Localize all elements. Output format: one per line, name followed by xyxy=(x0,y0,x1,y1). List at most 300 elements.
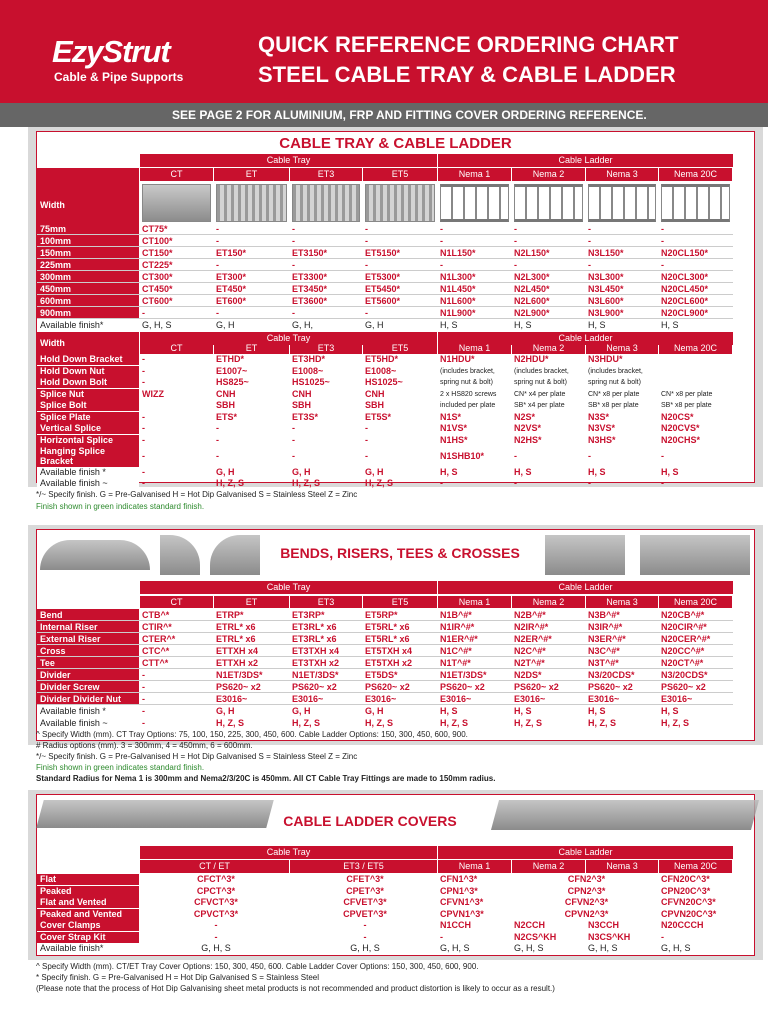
table-cell: N2CCH xyxy=(514,920,546,930)
table-cell: - xyxy=(588,236,591,246)
table-cell: ET5HD* xyxy=(365,354,399,364)
table-cell: - xyxy=(588,224,591,234)
finish-cell: - xyxy=(661,478,664,488)
radius-note: # Radius options (mm). 3 = 300mm, 4 = 450mm, 6 = 600mm. xyxy=(36,741,253,750)
table-cell: CTER^* xyxy=(142,634,176,644)
brand-tagline: Cable & Pipe Supports xyxy=(54,70,184,84)
column-header: Nema 2 xyxy=(512,343,585,354)
table-cell: N20CER^#* xyxy=(661,634,711,644)
row-label: Available finish * xyxy=(37,467,139,478)
table-cell: PS620~ x2 xyxy=(365,682,410,692)
table-cell: SB* x8 per plate xyxy=(661,402,712,409)
column-header: ET xyxy=(214,343,289,354)
product-image xyxy=(661,184,730,222)
finish-cell: G, H xyxy=(216,467,235,477)
table-cell: N1L150* xyxy=(440,248,476,258)
table-cell: N20CIR^#* xyxy=(661,622,707,632)
table-cell: ET5RL* x6 xyxy=(365,634,410,644)
table-cell xyxy=(659,377,733,388)
table-cell: N3ER^#* xyxy=(588,634,626,644)
table-cell: CPVET^3* xyxy=(343,908,387,919)
table-cell: - xyxy=(661,451,664,461)
table-cell: SB* x4 per plate xyxy=(514,402,565,409)
row-label: 450mm xyxy=(37,283,139,295)
table-cell: PS620~ x2 xyxy=(514,682,559,692)
width-label: Width xyxy=(37,332,139,354)
column-header: ET3 xyxy=(290,168,362,181)
table-cell: CFN20C^3* xyxy=(661,874,710,884)
product-image xyxy=(292,184,360,222)
cable-tray-header: Cable Tray xyxy=(140,332,437,345)
table-cell: G, H, S xyxy=(201,943,231,953)
section-title: CABLE LADDER COVERS xyxy=(283,813,457,829)
table-cell: - xyxy=(661,260,664,270)
finish-cell: H, Z, S xyxy=(216,478,245,488)
table-cell: ET150* xyxy=(216,248,247,258)
finish-cell: H, Z, S xyxy=(588,718,617,728)
finish-cell: - xyxy=(142,706,145,716)
table-cell: - xyxy=(142,308,145,318)
table-cell: N3L300* xyxy=(588,272,624,282)
row-label: Divider Screw xyxy=(37,681,139,693)
finish-cell: G, H xyxy=(365,467,384,477)
table-cell: N3L600* xyxy=(588,296,624,306)
table-cell: N1ET/3DS* xyxy=(440,670,487,680)
table-cell: N3IR^#* xyxy=(588,622,623,632)
page-title: QUICK REFERENCE ORDERING CHART xyxy=(258,32,679,57)
table-cell: N1ER^#* xyxy=(440,634,478,644)
table-cell: ET3450* xyxy=(292,284,328,294)
row-label: Cross xyxy=(37,645,139,657)
table-cell: - xyxy=(292,434,295,445)
table-cell: - xyxy=(142,670,145,680)
table-cell: CT225* xyxy=(142,260,173,270)
cable-ladder-header: Cable Ladder xyxy=(438,332,733,345)
table-cell: SBH xyxy=(292,400,312,410)
table-cell: SB* x8 per plate xyxy=(588,402,639,409)
column-header: ET5 xyxy=(363,596,437,608)
table-cell: - xyxy=(292,260,295,270)
table-cell: ET3TXH x4 xyxy=(292,646,340,656)
table-cell: WIZZ xyxy=(142,388,164,399)
table-cell: ET3300* xyxy=(292,272,328,282)
row-label: Peaked and Vented xyxy=(37,909,139,920)
table-cell: ET3RL* x6 xyxy=(292,634,337,644)
table-cell: - xyxy=(365,260,368,270)
column-header: CT xyxy=(140,168,213,181)
table-cell: - xyxy=(216,308,219,318)
cross-image xyxy=(640,535,750,575)
table-cell: CFET^3* xyxy=(346,874,384,884)
table-cell: HS825~ xyxy=(216,377,249,387)
table-cell: CT100* xyxy=(142,236,173,246)
table-cell: N20CC^#* xyxy=(661,646,705,656)
table-cell: N20CHS* xyxy=(661,434,701,445)
table-cell: N3B^#* xyxy=(588,610,620,620)
finish-cell: H, S xyxy=(440,320,458,330)
row-label: Peaked xyxy=(37,886,139,897)
table-cell: PS620~ x2 xyxy=(292,682,337,692)
width-note: ^ Specify Width (mm). CT/ET Tray Cover Options: 150, 300, 450, 600. Cable Ladder Cover Options: 150, 300, 450, 600, 900. xyxy=(36,962,479,971)
finish-cell: H, S xyxy=(514,706,532,716)
column-header: ET3 xyxy=(290,596,362,608)
page-subtitle: STEEL CABLE TRAY & CABLE LADDER xyxy=(258,62,676,87)
table-cell: N1HS* xyxy=(440,434,468,445)
row-label: Internal Riser xyxy=(37,621,139,633)
column-header: ET3 xyxy=(290,343,362,354)
table-cell: N2L450* xyxy=(514,284,550,294)
row-label: 75mm xyxy=(37,223,139,235)
finish-cell: H, Z, S xyxy=(365,718,394,728)
product-image xyxy=(588,184,656,222)
table-cell: (includes bracket, xyxy=(514,367,569,375)
table-cell: spring nut & bolt) xyxy=(514,379,567,386)
row-label: 100mm xyxy=(37,235,139,247)
table-cell: - xyxy=(365,423,368,433)
table-cell: SBH xyxy=(216,400,236,410)
column-header: Nema 2 xyxy=(512,860,585,873)
product-image xyxy=(142,184,211,222)
table-cell: CFVN2^3* xyxy=(564,897,609,907)
table-cell: G, H, S xyxy=(588,943,618,953)
table-cell: - xyxy=(661,236,664,246)
table-cell: N1HDU* xyxy=(440,354,475,364)
table-cell: N2T^#* xyxy=(514,658,545,668)
table-cell: ETHD* xyxy=(216,354,245,364)
table-cell: N3T^#* xyxy=(588,658,619,668)
table-cell: ET5DS* xyxy=(365,670,398,680)
table-cell: - xyxy=(142,434,145,445)
product-image xyxy=(365,184,435,222)
table-cell: N2HDU* xyxy=(514,354,549,364)
row-label: Hold Down Nut xyxy=(37,366,139,377)
table-cell: ETRP* xyxy=(216,610,244,620)
table-cell: G, H, S xyxy=(350,943,380,953)
product-image xyxy=(514,184,583,222)
table-cell: - xyxy=(292,308,295,318)
table-cell: N1L600* xyxy=(440,296,476,306)
column-header: ET5 xyxy=(363,168,437,181)
table-cell: G, H, S xyxy=(661,943,691,953)
table-cell: - xyxy=(142,682,145,692)
bend-image xyxy=(40,540,150,570)
table-cell: - xyxy=(142,354,145,364)
table-cell: PS620~ x2 xyxy=(216,682,261,692)
table-cell: - xyxy=(514,260,517,270)
column-header: Nema 2 xyxy=(512,596,585,608)
table-cell: N2VS* xyxy=(514,423,542,433)
table-cell: - xyxy=(365,224,368,234)
table-cell: - xyxy=(142,451,145,461)
column-header: ET xyxy=(214,596,289,608)
row-label: Hold Down Bracket xyxy=(37,354,139,365)
table-cell: - xyxy=(216,434,219,445)
table-cell: N1ET/3DS* xyxy=(292,670,339,680)
finish-cell: H, S xyxy=(514,467,532,477)
table-cell: N20CCCH xyxy=(661,920,704,930)
table-cell: CFN2^3* xyxy=(567,874,606,884)
table-cell: CTIR^* xyxy=(142,622,172,632)
column-header: Nema 3 xyxy=(586,860,658,873)
finish-cell: G, H xyxy=(292,467,311,477)
table-cell: E1008~ xyxy=(292,365,324,376)
table-cell: ET3150* xyxy=(292,248,328,258)
table-cell: ET3TXH x2 xyxy=(292,658,340,668)
table-cell: N20CB^#* xyxy=(661,610,705,620)
row-label: Bend xyxy=(37,609,139,621)
table-cell: N3VS* xyxy=(588,423,616,433)
finish-cell: - xyxy=(142,718,145,728)
row-label: 900mm xyxy=(37,307,139,319)
table-cell: CFVN20C^3* xyxy=(661,897,716,907)
finish-cell: - xyxy=(142,478,145,488)
finish-cell: H, S xyxy=(588,320,606,330)
table-cell: CT75* xyxy=(142,224,168,234)
table-cell: HS1025~ xyxy=(365,377,403,387)
row-label: Available finish ~ xyxy=(37,717,139,729)
finish-cell: H, Z, S xyxy=(365,478,394,488)
table-cell: CFVN1^3* xyxy=(440,897,484,907)
row-label: Horizontal Splice xyxy=(37,435,139,446)
table-cell: - xyxy=(214,920,218,930)
finish-cell: H, S xyxy=(440,467,458,477)
table-cell: E3016~ xyxy=(292,694,324,704)
green-note: Finish shown in green indicates standard finish. xyxy=(36,763,205,772)
table-cell: ET5RL* x6 xyxy=(365,622,410,632)
row-label: Divider Divider Nut xyxy=(37,693,139,705)
table-cell: E3016~ xyxy=(661,694,693,704)
column-header: Nema 20C xyxy=(659,343,732,354)
table-cell: - xyxy=(142,423,145,433)
finish-cell: G, H xyxy=(216,706,235,716)
finish-cell: - xyxy=(514,478,517,488)
table-cell: N2ER^#* xyxy=(514,634,552,644)
table-cell: N1B^#* xyxy=(440,610,472,620)
table-cell: CFN1^3* xyxy=(440,874,478,884)
column-header: CT xyxy=(140,343,213,354)
table-cell: CT600* xyxy=(142,296,173,306)
table-cell: N3L900* xyxy=(588,308,624,318)
table-cell: N2L600* xyxy=(514,296,550,306)
table-cell: - xyxy=(216,423,219,433)
table-cell xyxy=(659,354,733,365)
table-cell: - xyxy=(440,260,443,270)
finish-cell: G, H xyxy=(216,320,235,330)
table-cell: - xyxy=(292,451,295,461)
row-label: Splice Plate xyxy=(37,412,139,423)
table-cell: ET3600* xyxy=(292,296,328,306)
finish-cell: H, Z, S xyxy=(292,478,321,488)
table-cell: - xyxy=(588,451,591,461)
row-label: 600mm xyxy=(37,295,139,307)
finish-cell: G, H, xyxy=(292,320,314,330)
cable-ladder-header: Cable Ladder xyxy=(438,581,733,594)
table-cell: - xyxy=(292,224,295,234)
cable-tray-header: Cable Tray xyxy=(140,154,437,167)
table-cell: N3/20CDS* xyxy=(588,670,635,680)
finish-note: * Specify finish. G = Pre-Galvanised H = Hot Dip Galvanised S = Stainless Steel xyxy=(36,973,320,982)
column-header: Nema 3 xyxy=(586,596,658,608)
finish-cell: H, S xyxy=(588,706,606,716)
table-cell: ET5450* xyxy=(365,284,401,294)
table-cell: N3CCH xyxy=(588,920,620,930)
table-cell: N2CS^KH xyxy=(514,931,557,942)
column-header: Nema 3 xyxy=(586,343,658,354)
green-note: Finish shown in green indicates standard finish. xyxy=(36,502,205,511)
finish-cell: H, S xyxy=(440,706,458,716)
column-header: CT xyxy=(140,596,213,608)
table-cell: - xyxy=(142,365,145,376)
table-cell: N2B^#* xyxy=(514,610,546,620)
table-cell: included per plate xyxy=(440,402,496,409)
column-header: CT / ET xyxy=(140,860,289,873)
finish-cell: H, Z, S xyxy=(216,718,245,728)
width-note: ^ Specify Width (mm). CT Tray Options: 75, 100, 150, 225, 300, 450, 600. Cable Ladder Options: 150, 300, 450, 600, 900. xyxy=(36,730,468,739)
table-cell: - xyxy=(216,451,219,461)
table-cell: CFVET^3* xyxy=(343,897,387,907)
cable-ladder-header: Cable Ladder xyxy=(438,154,733,167)
column-header: Nema 1 xyxy=(438,343,511,354)
table-cell: ET450* xyxy=(216,284,247,294)
table-cell: PS620~ x2 xyxy=(661,682,706,692)
info-banner xyxy=(0,103,768,127)
row-label: Tee xyxy=(37,657,139,669)
row-label: Available finish* xyxy=(37,319,139,331)
table-cell: PS620~ x2 xyxy=(440,682,485,692)
table-cell: N20CL600* xyxy=(661,296,709,306)
table-cell: - xyxy=(440,931,443,942)
finish-cell: H, S xyxy=(661,706,679,716)
table-cell: N1ET/3DS* xyxy=(216,670,263,680)
finish-cell: H, S xyxy=(661,467,679,477)
column-header: Nema 3 xyxy=(586,168,658,181)
row-label: 300mm xyxy=(37,271,139,283)
vented-cover-image xyxy=(491,800,759,830)
row-label: Divider xyxy=(37,669,139,681)
table-cell: N1S* xyxy=(440,411,462,422)
table-cell: CPET^3* xyxy=(346,885,384,896)
finish-cell: G, H, S xyxy=(142,320,172,330)
cover-image xyxy=(36,800,274,828)
table-cell: - xyxy=(365,451,368,461)
finish-note: */~ Specify finish. G = Pre-Galvanised H = Hot Dip Galvanised S = Stainless Steel Z = Zinc xyxy=(36,752,358,761)
column-header: Nema 20C xyxy=(659,168,732,181)
table-cell: N1IR^#* xyxy=(440,622,475,632)
section-title: BENDS, RISERS, TEES & CROSSES xyxy=(280,545,520,561)
table-cell: ETS* xyxy=(216,411,238,422)
table-cell: N2IR^#* xyxy=(514,622,549,632)
table-cell: N20CL300* xyxy=(661,272,709,282)
product-image xyxy=(440,184,509,222)
table-cell: 2 x HS820 screws xyxy=(440,390,497,398)
row-label: Cover Clamps xyxy=(37,920,139,931)
table-cell: ETRL* x6 xyxy=(216,634,256,644)
table-cell: N1L900* xyxy=(440,308,476,318)
table-cell: N2L900* xyxy=(514,308,550,318)
table-cell: N20CS* xyxy=(661,411,694,422)
table-cell: N1L300* xyxy=(440,272,476,282)
table-cell: CNH xyxy=(216,388,236,399)
row-label: Hold Down Bolt xyxy=(37,377,139,388)
table-cell: N20CL150* xyxy=(661,248,709,258)
table-cell: G, H, S xyxy=(514,943,544,953)
row-label: External Riser xyxy=(37,633,139,645)
table-cell xyxy=(659,366,733,377)
banner-text: SEE PAGE 2 FOR ALUMINIUM, FRP AND FITTING COVER ORDERING REFERENCE. xyxy=(172,108,647,122)
table-cell: HS1025~ xyxy=(292,377,330,387)
row-label: Available finish * xyxy=(37,705,139,717)
table-cell: E3016~ xyxy=(216,694,248,704)
table-cell: N20CL900* xyxy=(661,308,709,318)
table-cell: CTT^* xyxy=(142,658,169,668)
table-cell: ETTXH x2 xyxy=(216,658,259,668)
table-cell: E3016~ xyxy=(365,694,397,704)
column-header: Nema 20C xyxy=(659,596,732,608)
column-header: ET xyxy=(214,168,289,181)
row-label: Vertical Splice xyxy=(37,423,139,434)
column-header: Nema 2 xyxy=(512,168,585,181)
table-cell: N1SHB10* xyxy=(440,451,485,461)
table-cell: SBH xyxy=(365,400,385,410)
row-label: Splice Bolt xyxy=(37,400,139,411)
table-cell: ET5TXH x4 xyxy=(365,646,413,656)
table-cell: CPVN20C^3* xyxy=(661,908,717,919)
table-cell: N3L450* xyxy=(588,284,624,294)
table-cell: CPVN2^3* xyxy=(564,908,609,919)
table-cell: CPN20C^3* xyxy=(661,885,711,896)
table-cell: N3C^#* xyxy=(588,646,620,656)
table-cell: CPN1^3* xyxy=(440,885,478,896)
table-cell: E3016~ xyxy=(440,694,472,704)
table-cell: spring nut & bolt) xyxy=(588,379,641,386)
table-cell: E1008~ xyxy=(365,365,397,376)
table-cell: - xyxy=(514,236,517,246)
tee-image xyxy=(545,535,625,575)
table-cell: (includes bracket, xyxy=(588,367,643,375)
column-header: Nema 1 xyxy=(438,596,511,608)
row-label: Available finish ~ xyxy=(37,478,139,489)
table-cell: - xyxy=(365,434,368,445)
table-cell: CN* x4 per plate xyxy=(514,390,566,398)
table-cell: - xyxy=(214,931,218,942)
table-cell: - xyxy=(363,931,367,942)
table-cell: ET300* xyxy=(216,272,247,282)
width-label: Width xyxy=(37,168,139,223)
table-cell: CFCT^3* xyxy=(197,874,235,884)
row-label: Hanging Splice Bracket xyxy=(37,446,139,468)
hdg-note: (Please note that the process of Hot Dip Galvanising sheet metal products is not recommended and product distortion is likely to occur as a result.) xyxy=(36,984,555,993)
table-cell: CN* x8 per plate xyxy=(588,390,640,398)
column-header: Nema 1 xyxy=(438,168,511,181)
table-cell: - xyxy=(365,236,368,246)
cable-tray-header: Cable Tray xyxy=(140,581,437,594)
table-cell xyxy=(140,400,214,411)
table-cell: PS620~ x2 xyxy=(588,682,633,692)
table-cell: CTB^* xyxy=(142,610,170,620)
cable-tray-header: Cable Tray xyxy=(140,846,437,859)
table-cell: - xyxy=(216,236,219,246)
table-cell: E3016~ xyxy=(588,694,620,704)
table-cell: spring nut & bolt) xyxy=(440,379,493,386)
table-cell: N2L150* xyxy=(514,248,550,258)
table-cell: N1VS* xyxy=(440,423,468,433)
finish-cell: - xyxy=(588,478,591,488)
product-image xyxy=(216,184,287,222)
finish-cell: G, H xyxy=(292,706,311,716)
table-cell: G, H, S xyxy=(440,943,470,953)
brand-logo: EzyStrut xyxy=(52,34,170,69)
finish-cell: - xyxy=(142,467,145,477)
